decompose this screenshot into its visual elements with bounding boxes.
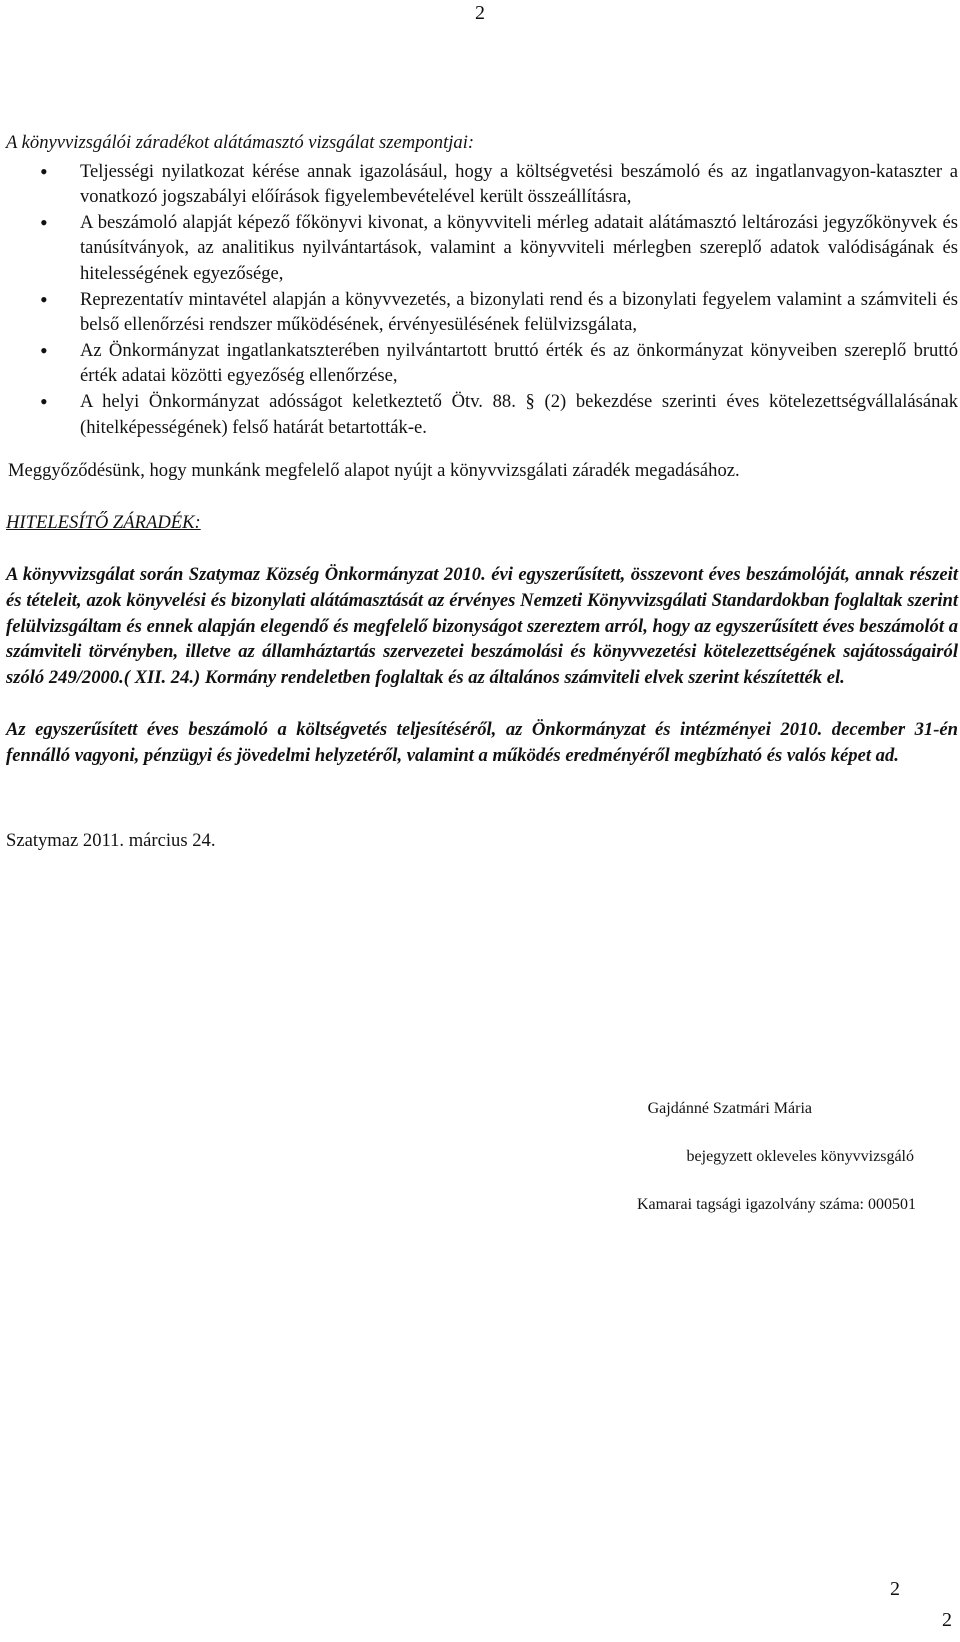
criteria-item: • A helyi Önkormányzat adósságot keletkeztető Ötv. 88. § (2) bekezdése szerinti éves kötelezettségvállalásának (hitelképességének) felső határát betartották-e. (80, 389, 958, 440)
criteria-item: • Reprezentatív mintavétel alapján a könyvvezetés, a bizonylati rend és a bizonylati fegyelem valamint a számviteli és belső ellenőrzési rendszer működésének, érvényesülésének felülvizsgálata, (80, 287, 958, 338)
signature-title: bejegyzett okleveles könyvvizsgáló (686, 1148, 914, 1165)
clause-paragraph-1: A könyvvizsgálat során Szatymaz Község Önkormányzat 2010. évi egyszerűsített, összevont éves beszámolóját, annak részeit és tételeit, azok könyvelési és bizonylati alátámasztását az érvényes Nemzeti Könyvvizsgálati Standardokban foglaltak szerint felülvizsgáltam és ennek alapján elegendő és megfelelő bizonyságot szereztem arról, hogy az egyszerűsített éves beszámolót a számviteli törvényben, illetve az államháztartás szervezetei beszámolási és könyvvezetési kötelezettségének sajátosságairól szóló 249/2000.( XII. 24.) Kormány rendeletben foglaltak és az általános számviteli elvek szerint készítették el. (6, 564, 958, 688)
criteria-item: • Teljességi nyilatkozat kérése annak igazolásául, hogy a költségvetési beszámoló és az ingatlanvagyon-kataszter a vonatkozó jogszabályi előírások figyelembevételével került összeállításra, (80, 159, 958, 210)
criteria-heading: A könyvvizsgálói záradékot alátámasztó vizsgálat szempontjai: (6, 132, 475, 153)
page-number-top: 2 (475, 2, 485, 24)
criteria-item: • A beszámoló alapját képező főkönyvi kivonat, a könyvviteli mérleg adatait alátámasztó leltározási jegyzőkönyvek és tanúsítványok, az analitikus nyilvántartások, valamint a könyvviteli mérlegben szereplő adatok valódiságának és hitelességének egyezősége, (80, 210, 958, 287)
criteria-list (6, 159, 958, 441)
clause-heading: HITELESÍTŐ ZÁRADÉK: (6, 511, 201, 533)
page-number-bottom: 2 (942, 1609, 952, 1631)
page-number-bottom-inner: 2 (890, 1578, 900, 1600)
criteria-item: • Az Önkormányzat ingatlankatszterében nyilvántartott bruttó érték és az önkormányzat könyveiben szereplő bruttó érték adatai közötti egyezőség ellenőrzése, (80, 338, 958, 389)
signature-id-line: Kamarai tagsági igazolvány száma: 000501 (636, 1196, 916, 1213)
signature-name: Gajdánné Szatmári Mária (647, 1100, 812, 1117)
document-body (6, 130, 958, 854)
place-date: Szatymaz 2011. március 24. (6, 830, 216, 852)
opinion-statement: Meggyőződésünk, hogy munkánk megfelelő alapot nyújt a könyvvizsgálati záradék megadásához. (8, 460, 740, 482)
clause-paragraph-2: Az egyszerűsített éves beszámoló a költségvetés teljesítéséről, az Önkormányzat és intézményei 2010. december 31-én fennálló vagyoni, pénzügyi és jövedelmi helyzetéről, valamint a működés eredményéről megbízható és valós képet ad. (6, 719, 958, 766)
